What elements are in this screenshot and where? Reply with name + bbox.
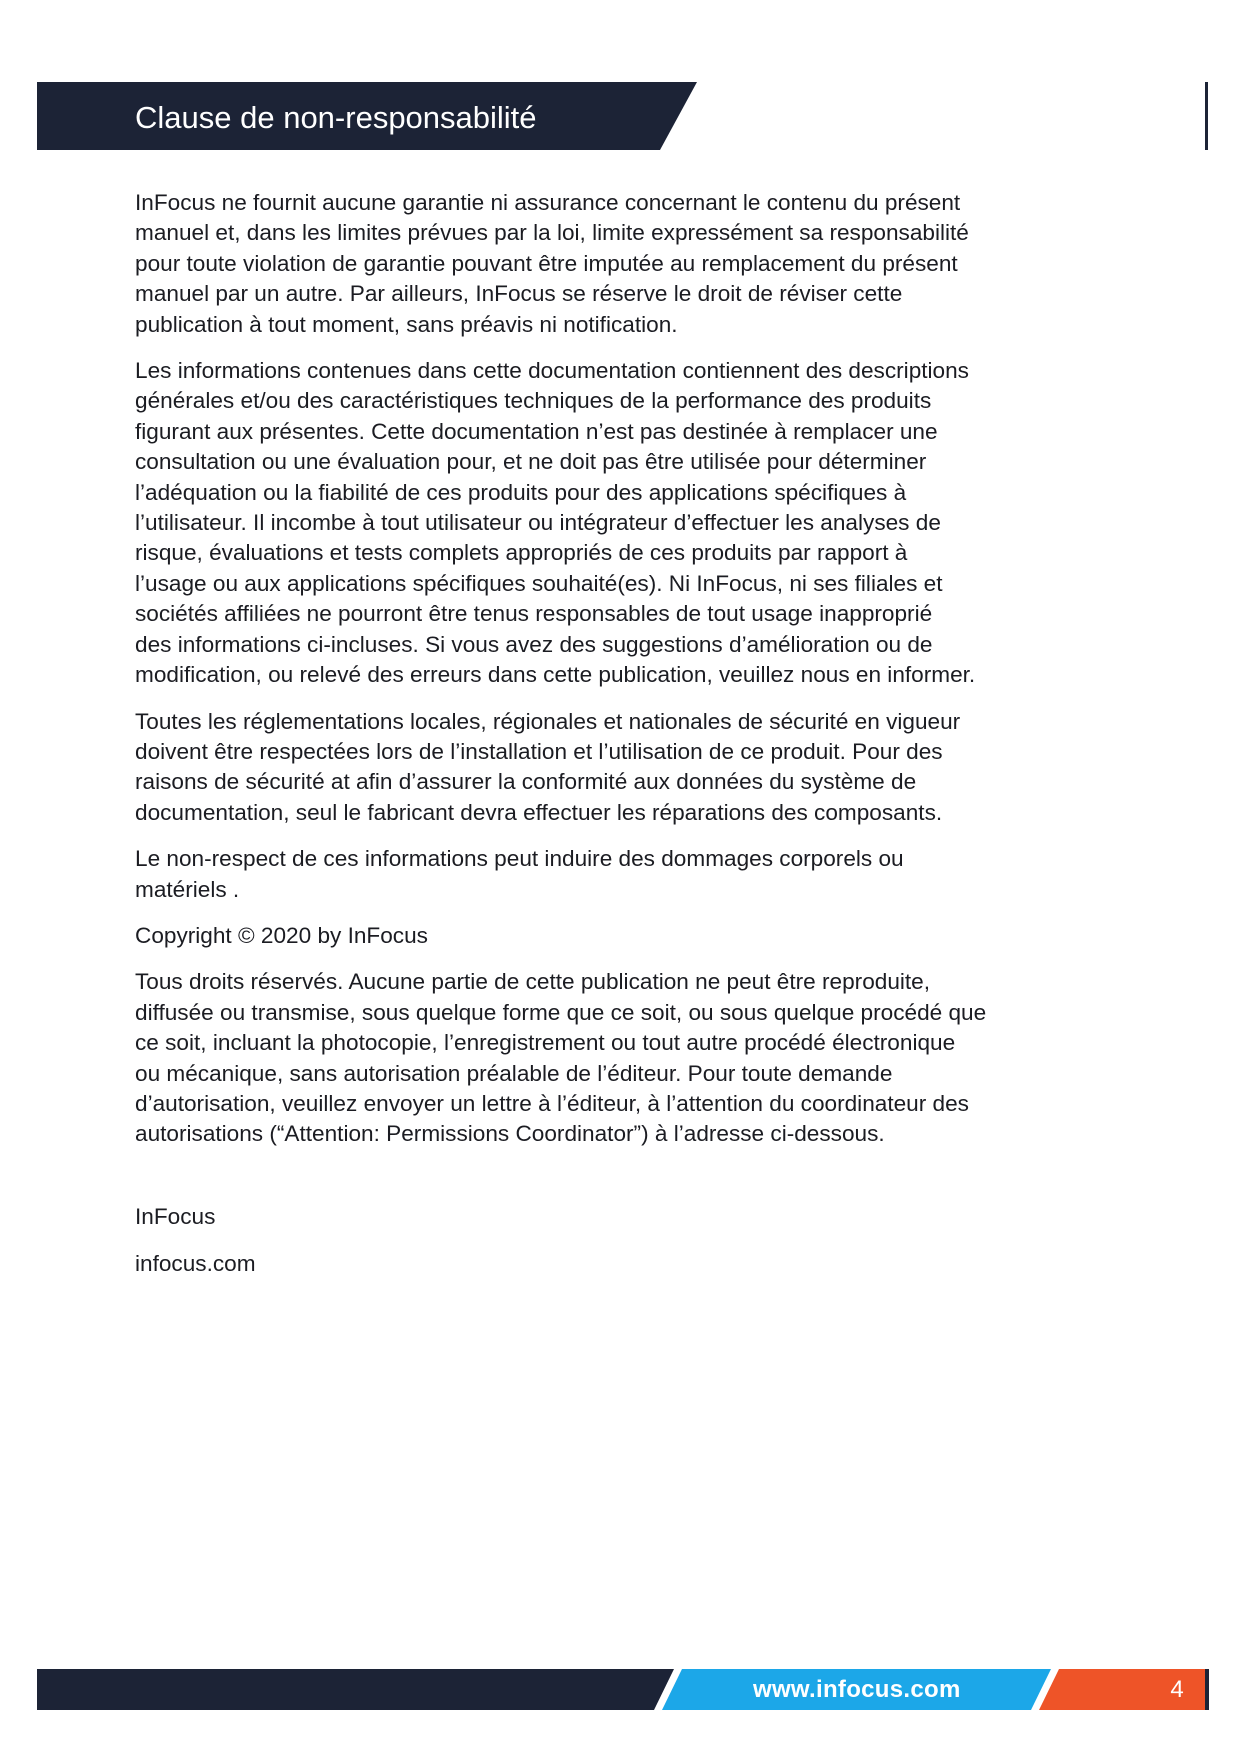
page-number: 4 <box>1170 1676 1184 1703</box>
paragraph-non-compliance: Le non-respect de ces informations peut induire des dommages corporels ou matériels . <box>135 846 904 902</box>
page-title: Clause de non-responsabilité <box>135 100 537 135</box>
paragraph-information: Les informations contenues dans cette documentation contiennent des descriptions générales et/ou des caractéristiques techniques de la performance des produits figurant aux présentes. Cette documentation n’est pas destinée à remplacer une consultation ou une évaluation pour, et ne doit pas être utilisée pour déterminer l’adéquation ou la fiabilité de ces produits pour des applications spécifiques à l’utilisateur. Il incombe à tout utilisateur ou intégrateur d’effectuer les analyses de risque, évaluations et tests complets appropriés de ces produits par rapport à l’usage ou aux applications spécifiques souhaité(es). Ni InFocus, ni ses filiales et sociétés affiliées ne pourront être tenus responsables de tout usage inapproprié des informations ci-incluses. Si vous avez des suggestions d’amélioration ou de modification, ou relevé des erreurs dans cette publication, veuillez nous en informer. <box>135 358 976 688</box>
copyright-line: Copyright © 2020 by InFocus <box>135 922 428 948</box>
footer-website-link[interactable]: www.infocus.com <box>753 1676 961 1703</box>
paragraph-rights-reserved: Tous droits réservés. Aucune partie de cette publication ne peut être reproduite, diffusée ou transmise, sous quelque forme que ce soit, ou sous quelque procédé que ce soit, incluant la photocopie, l’enregistrement ou tout autre procédé électronique ou mécanique, sans autorisation préalable de l’éditeur. Pour toute demande d’autorisation, veuillez envoyer un lettre à l’éditeur, à l’attention du coordinateur des autorisations (“Attention: Permissions Coordinator”) à l’adresse ci-dessous. <box>135 969 987 1147</box>
paragraph-regulations: Toutes les réglementations locales, régionales et nationales de sécurité en vigueur doivent être respectées lors de l’installation et l’utilisation de ce produit. Pour des raisons de sécurité at afin d’assurer la conformité aux données du système de documentation, seul le fabricant devra effectuer les réparations des composants. <box>135 708 961 825</box>
section-header-band <box>37 82 697 150</box>
paragraph-warranty: InFocus ne fournit aucune garantie ni assurance concernant le contenu du présent manuel et, dans les limites prévues par la loi, limite expressément sa responsabilité pour toute violation de garantie pouvant être imputée au remplacement du présent manuel par un autre. Par ailleurs, InFocus se réserve le droit de réviser cette publication à tout moment, sans préavis ni notification. <box>135 190 969 337</box>
page-footer <box>37 1669 1209 1710</box>
company-website: infocus.com <box>135 1251 256 1277</box>
footer-band-shape <box>37 1669 1209 1710</box>
company-name: InFocus <box>135 1203 216 1229</box>
header-right-rule <box>1205 82 1208 150</box>
document-body <box>135 188 1095 1297</box>
contact-block <box>135 1202 1095 1280</box>
